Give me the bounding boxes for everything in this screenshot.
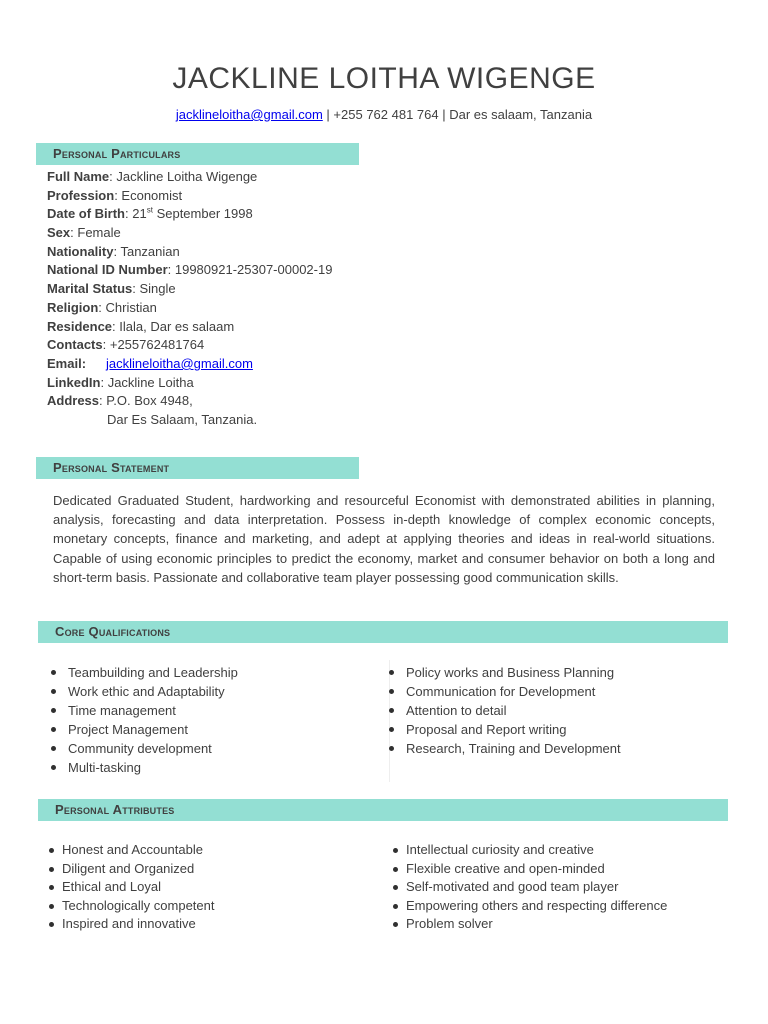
location: Dar es salaam, Tanzania <box>449 107 593 122</box>
contact-line <box>0 107 768 122</box>
list-item: Work ethic and Adaptability <box>48 682 238 701</box>
list-item: Project Management <box>48 720 238 739</box>
section-heading-personal-particulars: Personal Particulars <box>36 143 359 165</box>
field-nationality: Nationality: Tanzanian <box>47 243 180 259</box>
field-email: Email: jacklineloitha@gmail.com <box>47 355 253 371</box>
separator: | <box>442 107 446 122</box>
field-marital-status: Marital Status: Single <box>47 281 176 297</box>
field-address-line2: Dar Es Salaam, Tanzania. <box>107 411 258 427</box>
list-item: Multi-tasking <box>48 758 238 777</box>
personal-statement-text: Dedicated Graduated Student, hardworking and resourceful Economist with demonstrated abilities in planning, analysis, forecasting and data interpretation. Possess in-depth knowledge of complex economic concepts, monetary concepts, finance and marketing, and adept at applying theories and ideas in real-world situations. Capable of using economic principles to predict the economy, market and consumer behavior on both a long and short-term basis. Passionate and collaborative team player possessing good communication skills. <box>53 493 715 585</box>
field-linkedin: LinkedIn: Jackline Loitha <box>47 374 194 390</box>
field-residence: Residence: Ilala, Dar es salaam <box>47 318 235 334</box>
phone-number: +255 762 481 764 <box>333 107 439 122</box>
list-item: Attention to detail <box>386 701 621 720</box>
list-item: Teambuilding and Leadership <box>48 663 238 682</box>
list-item: Policy works and Business Planning <box>386 663 621 682</box>
list-item: Self-motivated and good team player <box>392 878 667 897</box>
list-item: Inspired and innovative <box>48 915 214 934</box>
field-full-name: Full Name: Jackline Loitha Wigenge <box>47 169 258 184</box>
list-item: Ethical and Loyal <box>48 878 214 897</box>
list-item: Technologically competent <box>48 897 214 916</box>
core-qualifications-left-list <box>48 663 238 777</box>
field-national-id: National ID Number: 19980921-25307-00002-19 <box>47 262 333 278</box>
list-item: Research, Training and Development <box>386 739 621 758</box>
list-item: Proposal and Report writing <box>386 720 621 739</box>
list-item: Problem solver <box>392 915 667 934</box>
section-heading-personal-attributes: Personal Attributes <box>38 799 728 821</box>
list-item: Empowering others and respecting difference <box>392 897 667 916</box>
list-item: Honest and Accountable <box>48 841 214 860</box>
field-sex: Sex: Female <box>47 225 121 241</box>
list-item: Communication for Development <box>386 682 621 701</box>
section-heading-personal-statement: Personal Statement <box>36 457 359 479</box>
core-qualifications-right-list <box>386 663 621 758</box>
list-item: Community development <box>48 739 238 758</box>
field-profession: Profession: Economist <box>47 187 183 203</box>
resume-name: JACKLINE LOITHA WIGENGE <box>172 62 596 95</box>
section-heading-core-qualifications: Core Qualifications <box>38 621 728 643</box>
email-link[interactable]: jacklineloitha@gmail.com <box>106 355 253 371</box>
list-item: Time management <box>48 701 238 720</box>
email-link[interactable]: jacklineloitha@gmail.com <box>175 107 323 122</box>
list-item: Intellectual curiosity and creative <box>392 841 667 860</box>
field-religion: Religion: Christian <box>47 299 157 315</box>
personal-attributes-right-list <box>392 841 667 934</box>
list-item: Diligent and Organized <box>48 860 214 879</box>
list-item: Flexible creative and open-minded <box>392 860 667 879</box>
field-address: Address: P.O. Box 4948, <box>47 393 193 409</box>
separator: | <box>326 107 330 122</box>
personal-particulars-list <box>47 168 447 430</box>
field-contacts: Contacts: +255762481764 <box>47 337 205 353</box>
field-date-of-birth: Date of Birth: 21st September 1998 <box>47 206 253 222</box>
personal-attributes-left-list <box>48 841 214 934</box>
